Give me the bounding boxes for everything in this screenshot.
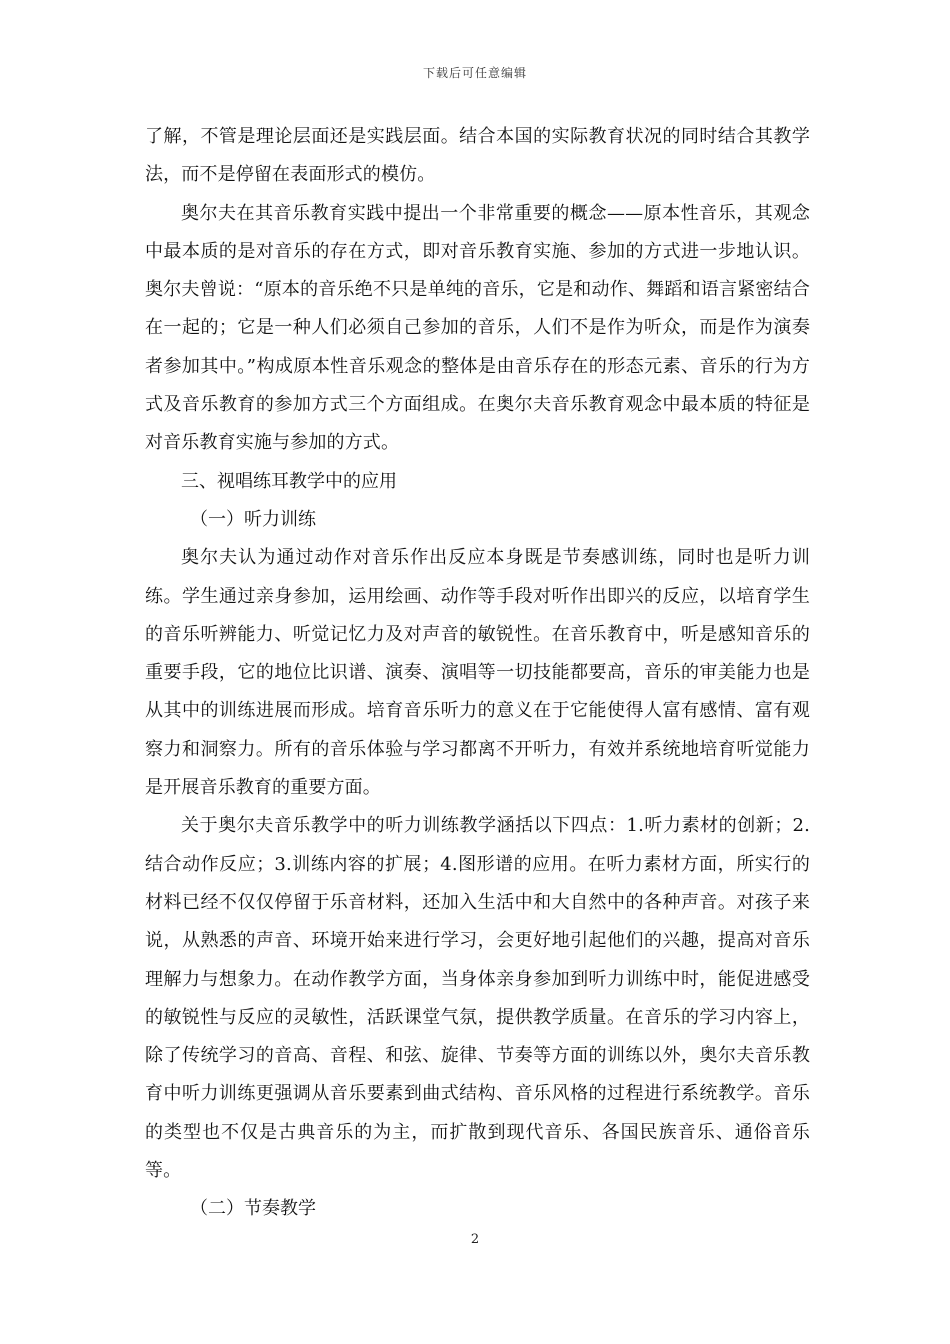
page-header: 下载后可任意编辑 [422,66,527,80]
section-heading-application: 三、视唱练耳教学中的应用 [181,470,397,492]
document-body [145,118,810,1229]
paragraph-orff-original-music: 奥尔夫在其音乐教育实践中提出一个非常重要的概念——原本性音乐，其观念中最本质的是对音乐的存在方式，即对音乐教育实施、参加的方式进一步地认识。奥尔夫曾说：“原本的音乐绝不只是单纯的音乐，它是和动作、舞蹈和语言紧密结合在一起的；它是一种人们必须自己参加的音乐，人们不是作为听众，而是作为演奏者参加其中。”构成原本性音乐观念的整体是由音乐存在的形态元素、音乐的行为方式及音乐教育的参加方式三个方面组成。在奥尔夫音乐教育观念中最本质的特征是对音乐教育实施与参加的方式。 [145,202,810,454]
paragraph-listening-training: 奥尔夫认为通过动作对音乐作出反应本身既是节奏感训练，同时也是听力训练。学生通过亲身参加，运用绘画、动作等手段对听作出即兴的反应，以培育学生的音乐听辨能力、听觉记忆力及对声音的敏锐性。在音乐教育中，听是感知音乐的重要手段，它的地位比识谱、演奏、演唱等一切技能都要高，音乐的审美能力也是从其中的训练进展而形成。培育音乐听力的意义在于它能使得人富有感情、富有观察力和洞察力。所有的音乐体验与学习都离不开听力，有效并系统地培育听觉能力是开展音乐教育的重要方面。 [145,547,810,799]
paragraph-listening-four-points: 关于奥尔夫音乐教学中的听力训练教学涵括以下四点：1.听力素材的创新；2.结合动作反应；3.训练内容的扩展；4.图形谱的应用。在听力素材方面，所实行的材料已经不仅仅停留于乐音材料，还加入生活中和大自然中的各种声音。对孩子来说，从熟悉的声音、环境开始来进行学习，会更好地引起他们的兴趣，提高对音乐理解力与想象力。在动作教学方面，当身体亲身参加到听力训练中时，能促进感受的敏锐性与反应的灵敏性，活跃课堂气氛，提供教学质量。在音乐的学习内容上，除了传统学习的音高、音程、和弦、旋律、节奏等方面的训练以外，奥尔夫音乐教育中听力训练更强调从音乐要素到曲式结构、音乐风格的过程进行系统教学。音乐的类型也不仅是古典音乐的为主，而扩散到现代音乐、各国民族音乐、通俗音乐等。 [145,815,810,1182]
subsection-heading-rhythm: （二）节奏教学 [190,1198,316,1220]
page-number: 2 [470,1232,480,1247]
subsection-heading-listening: （一）听力训练 [190,508,316,530]
paragraph-continuation: 了解，不管是理论层面还是实践层面。结合本国的实际教育状况的同时结合其教学法，而不是停留在表面形式的模仿。 [145,126,810,186]
